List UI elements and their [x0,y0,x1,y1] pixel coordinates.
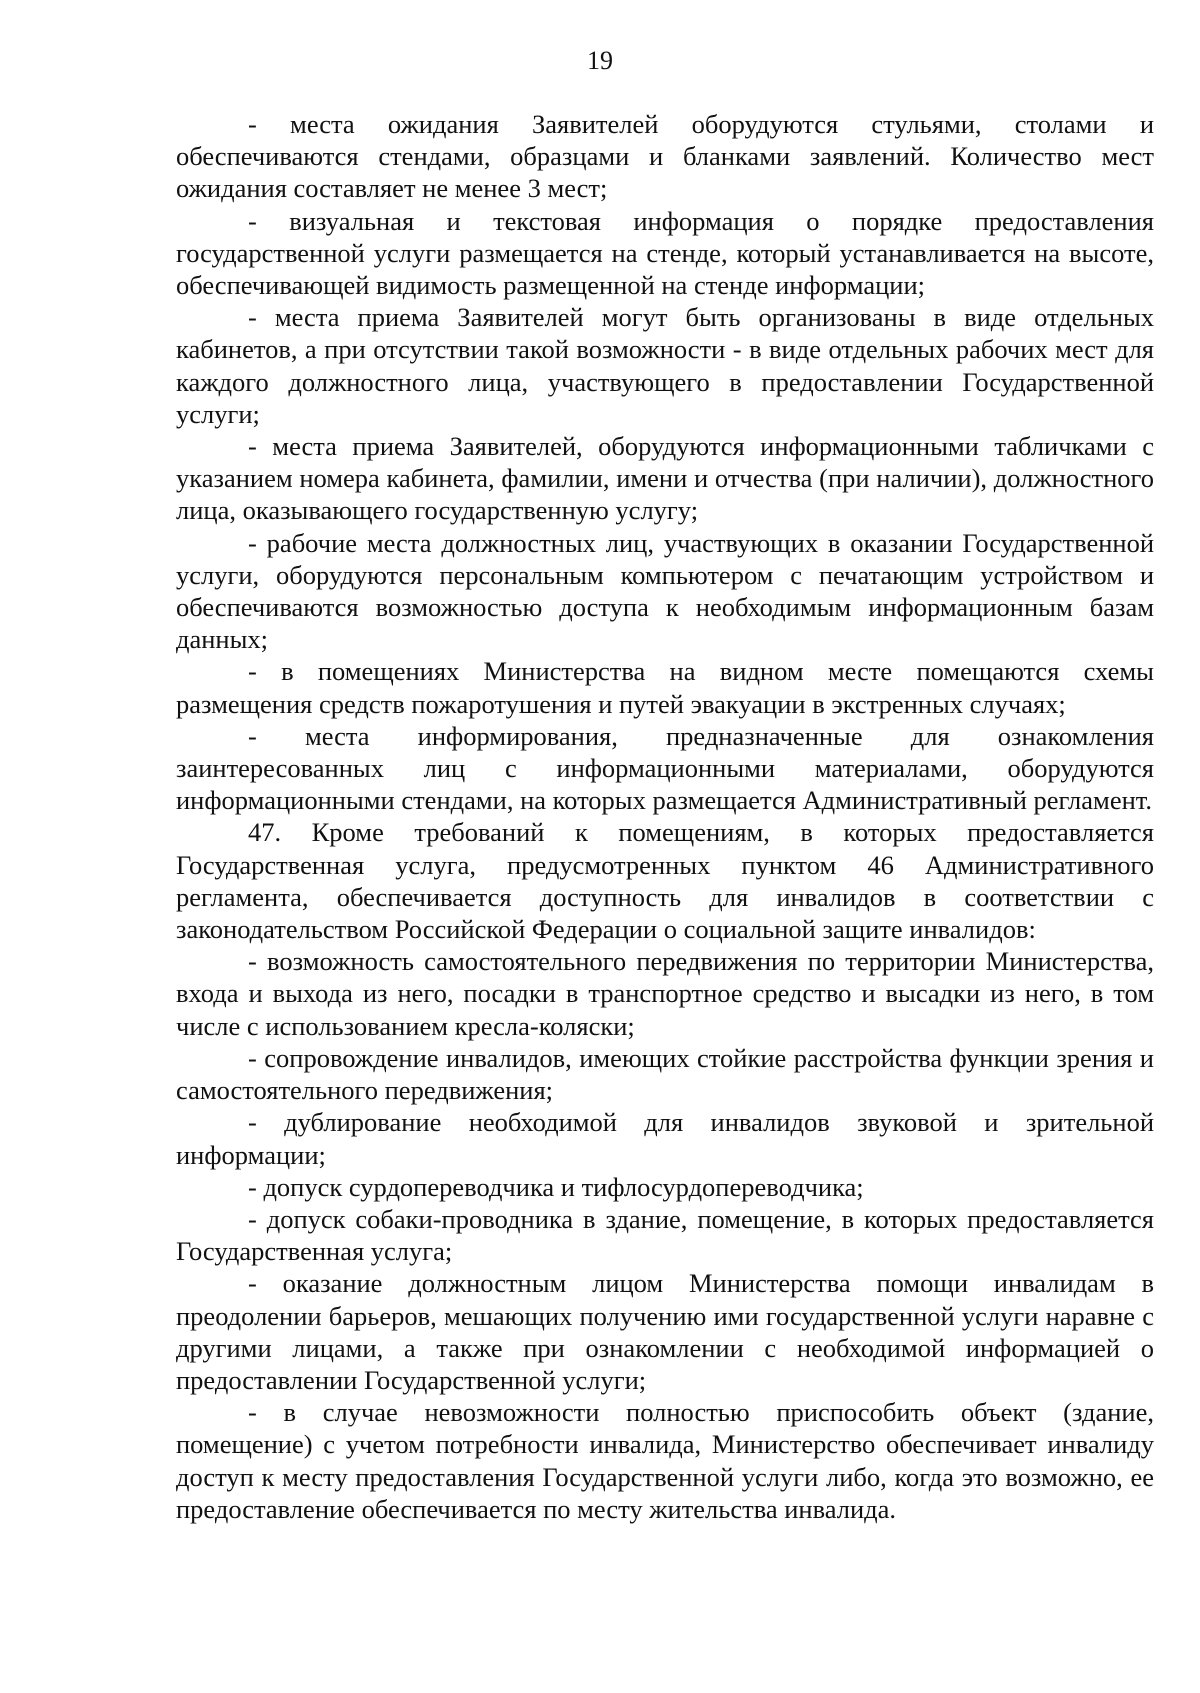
paragraph-escort: - сопровождение инвалидов, имеющих стойкие расстройства функции зрения и самостоятельного передвижения; [176,1042,1154,1106]
paragraph-waiting-areas: - места ожидания Заявителей оборудуются стульями, столами и обеспечиваются стендами, образцами и бланками заявлений. Количество мест ожидания составляет не менее 3 мест; [176,109,1154,204]
paragraph-guide-dog: - допуск собаки-проводника в здание, помещение, в которых предоставляется Государственная услуга; [176,1203,1154,1267]
paragraph-information-stand: - визуальная и текстовая информация о порядке предоставления государственной услуги размещается на стенде, который устанавливается на высоте, обеспечивающей видимость размещенной на стенде информации; [176,205,1154,301]
paragraph-item-47: 47. Кроме требований к помещениям, в которых предоставляется Государственная услуга, предусмотренных пунктом 46 Административного регламента, обеспечивается доступность для инвалидов в соответствии с законодательством Российской Федерации о социальной защите инвалидов: [176,817,1154,945]
document-body [176,108,1154,1525]
paragraph-workplaces: - рабочие места должностных лиц, участвующих в оказании Государственной услуги, оборудуются персональным компьютером с печатающим устройством и обеспечиваются возможностью доступа к необходимым информационным базам данных; [176,527,1154,655]
paragraph-sign-interpreter: - допуск сурдопереводчика и тифлосурдопереводчика; [248,1171,864,1202]
paragraph-independent-movement: - возможность самостоятельного передвижения по территории Министерства, входа и выхода из него, посадки в транспортное средство и высадки из него, в том числе с использованием кресла-коляски; [176,946,1154,1041]
paragraph-reception-signs: - места приема Заявителей, оборудуются информационными табличками с указанием номера кабинета, фамилии, имени и отчества (при наличии), должностного лица, оказывающего государственную услугу; [176,431,1154,526]
paragraph-information-places: - места информирования, предназначенные для ознакомления заинтересованных лиц с информационными материалами, оборудуются информационными стендами, на которых размещается Административный регламент. [176,720,1154,816]
paragraph-home-service: - в случае невозможности полностью приспособить объект (здание, помещение) с учетом потребности инвалида, Министерство обеспечивает инвалиду доступ к месту предоставления Государственной услуги либо, когда это возможно, ее предоставление обеспечивается по месту жительства инвалида. [176,1397,1154,1524]
paragraph-assistance: - оказание должностным лицом Министерства помощи инвалидам в преодолении барьеров, мешающих получению ими государственной услуги наравне с другими лицами, а также при ознакомлении с необходимой информацией о предоставлении Государственной услуги; [176,1268,1154,1395]
paragraph-reception-rooms: - места приема Заявителей могут быть организованы в виде отдельных кабинетов, а при отсутствии такой возможности - в виде отдельных рабочих мест для каждого должностного лица, участвующего в предоставлении Государственной услуги; [176,302,1154,429]
paragraph-duplication: - дублирование необходимой для инвалидов звуковой и зрительной информации; [176,1107,1154,1170]
paragraph-evacuation-schemes: - в помещениях Министерства на видном месте помещаются схемы размещения средств пожаротушения и путей эвакуации в экстренных случаях; [176,656,1154,719]
page-number: 19 [587,46,613,75]
